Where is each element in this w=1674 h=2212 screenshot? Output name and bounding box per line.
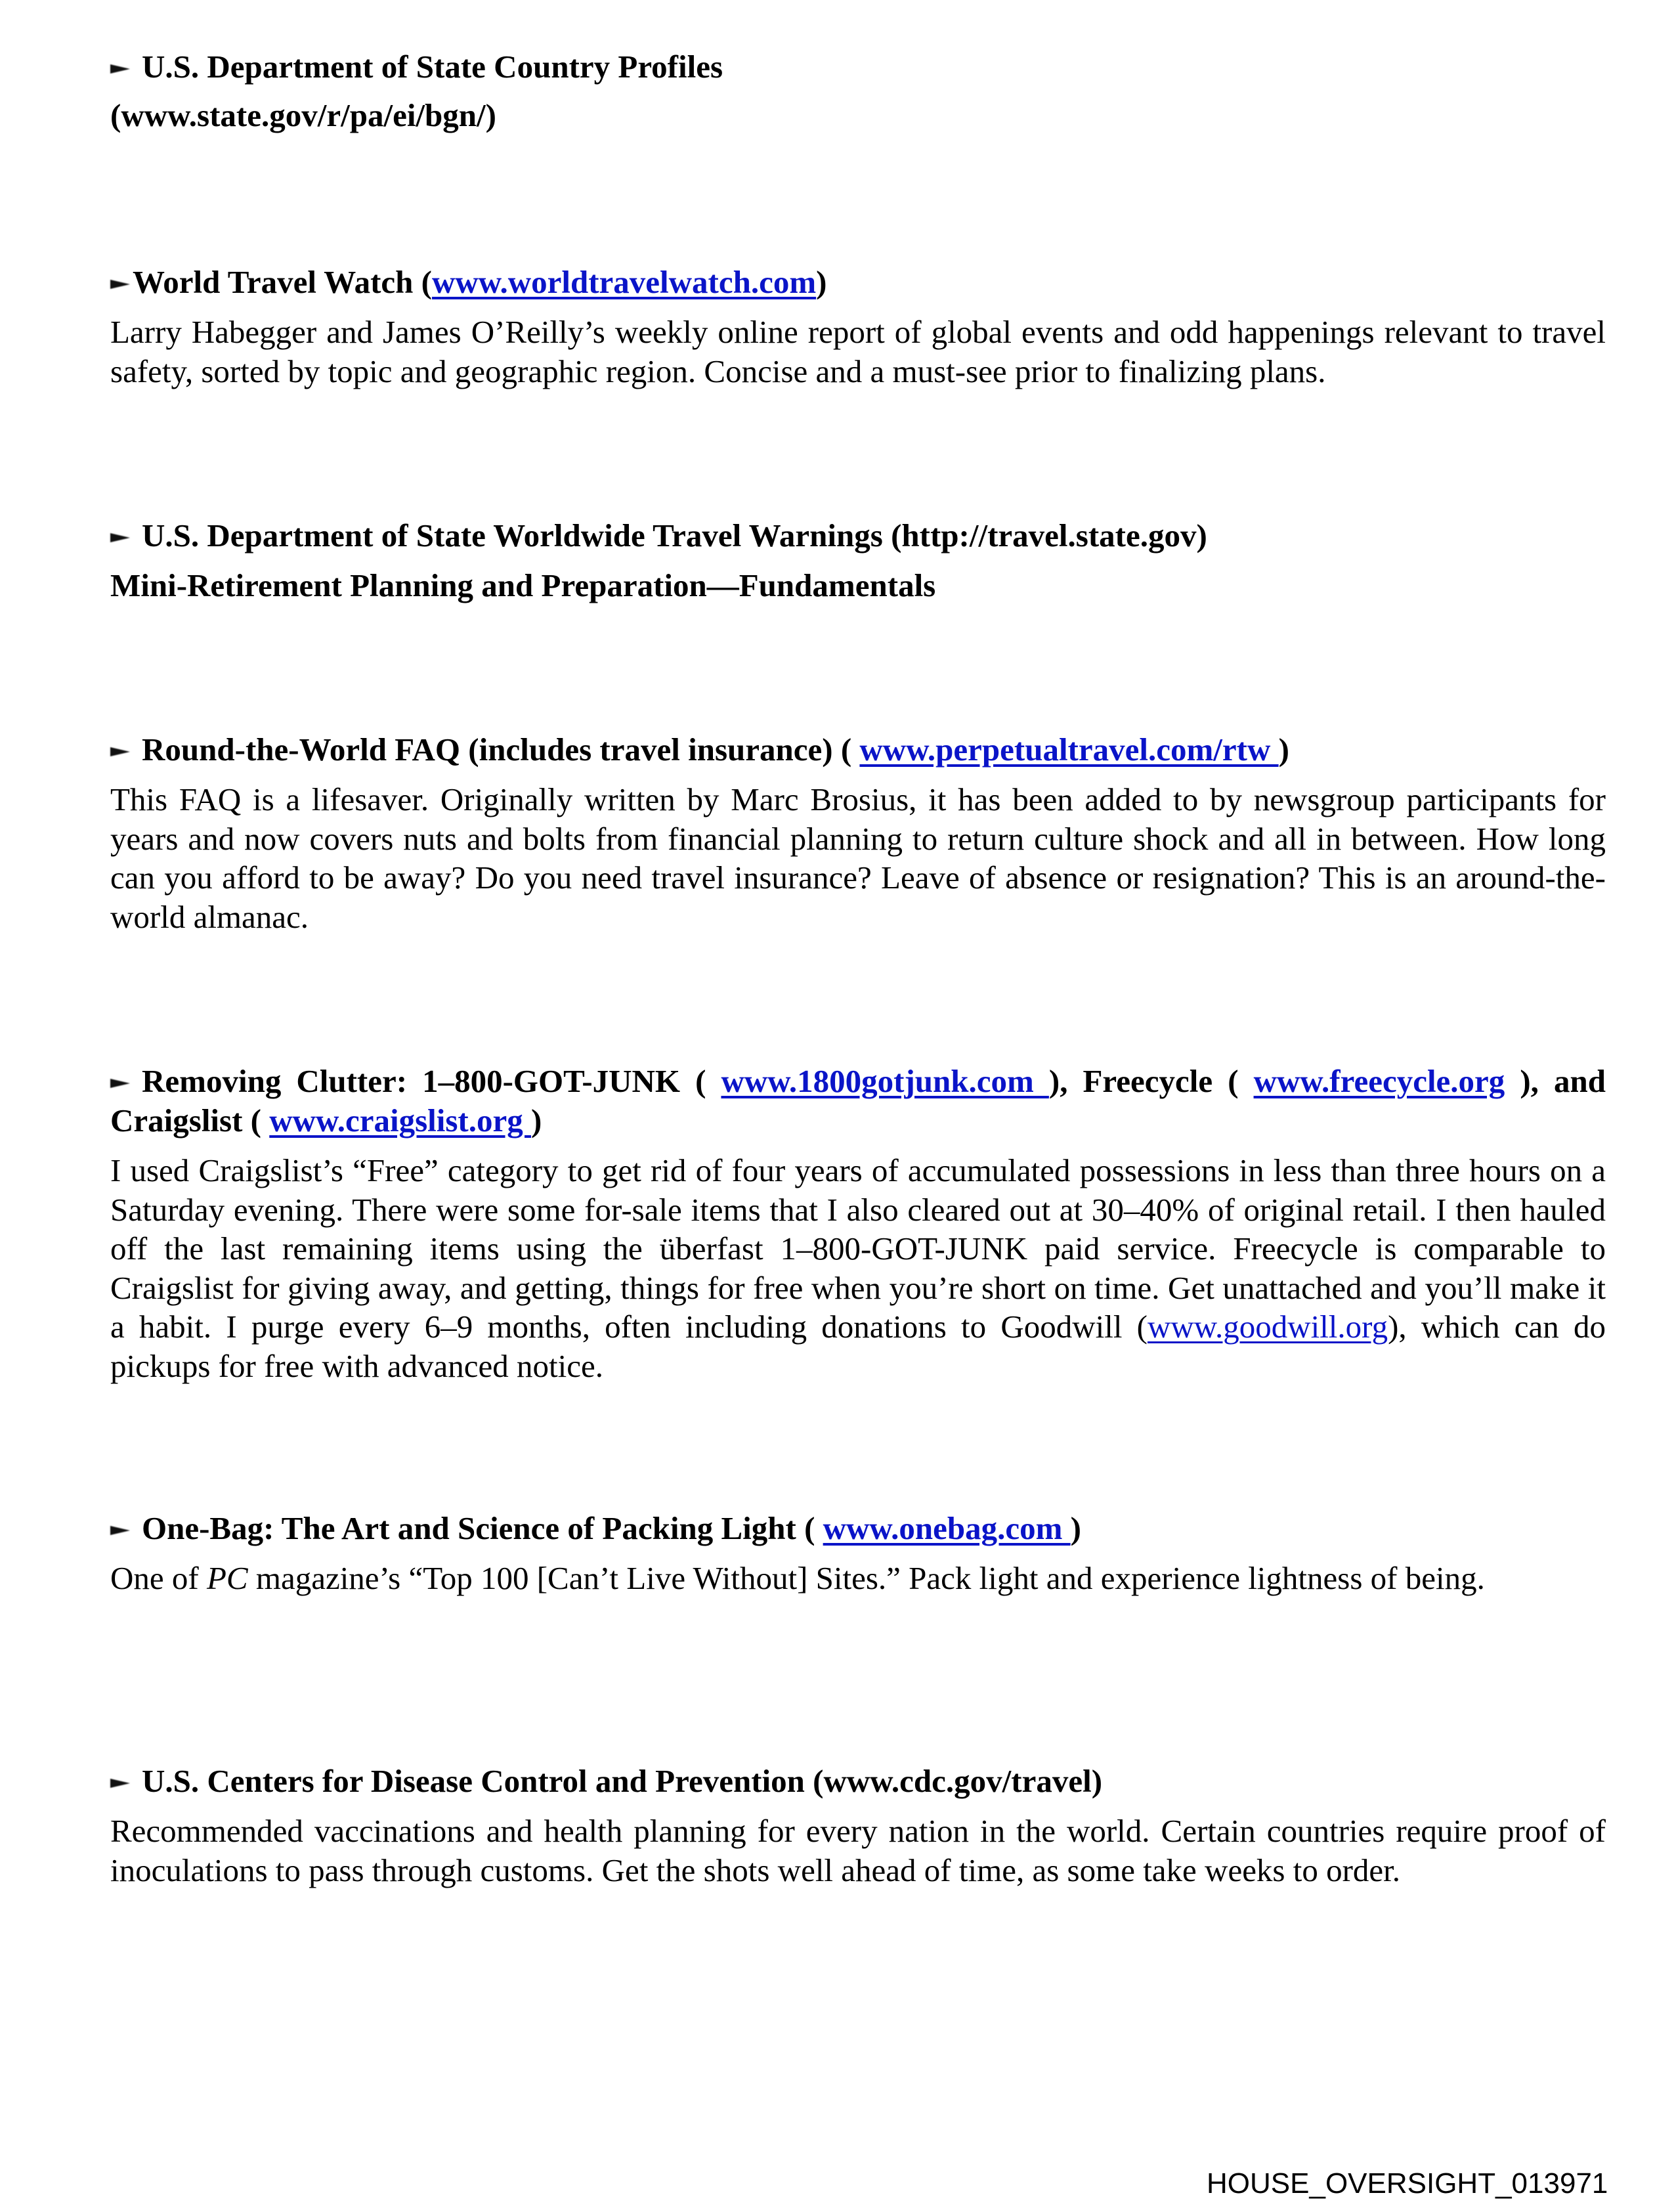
heading-text-end: ) (816, 264, 827, 300)
1800gotjunk-link[interactable]: www.1800gotjunk.com (721, 1063, 1049, 1099)
resource-heading (110, 1762, 1606, 1801)
worldtravelwatch-link[interactable]: www.worldtravelwatch.com (431, 264, 817, 300)
heading-text-end: ) (1278, 731, 1289, 768)
resource-description: Recommended vaccinations and health planning for every nation in the world. Certain countries require proof of inoculations to pass through customs. Get the shots well ahead of time, as some take weeks to order. (110, 1813, 1606, 1888)
arrow-right-icon (110, 1079, 130, 1088)
resource-round-the-world-faq (110, 730, 1606, 936)
onebag-link[interactable]: www.onebag.com (823, 1510, 1071, 1546)
arrow-right-icon (110, 533, 130, 542)
heading-text: U.S. Department of State Country Profiles (142, 49, 723, 85)
resource-description (110, 1151, 1606, 1385)
section-subheading: Mini-Retirement Planning and Preparation—Fundamentals (110, 567, 936, 603)
description-text: ), which can do pickups for free with advanced notice. (110, 1309, 1606, 1384)
magazine-name: PC (206, 1560, 248, 1596)
heading-text-end: ) (531, 1102, 542, 1139)
resource-state-country-profiles (110, 47, 1606, 135)
arrow-right-icon (110, 1779, 130, 1788)
resource-url: (www.state.gov/r/pa/ei/bgn/) (110, 97, 496, 133)
resource-heading (110, 1509, 1606, 1548)
resource-removing-clutter (110, 1062, 1606, 1385)
perpetualtravel-link[interactable]: www.perpetualtravel.com/rtw (859, 731, 1279, 768)
resource-heading (110, 263, 1606, 302)
arrow-right-icon (110, 1526, 130, 1535)
heading-text-end: ) (1070, 1510, 1081, 1546)
heading-text: U.S. Centers for Disease Control and Prevention (www.cdc.gov/travel) (142, 1763, 1103, 1799)
heading-text: U.S. Department of State Worldwide Travel Warnings (http://travel.state.gov) (142, 517, 1207, 553)
resource-state-travel-warnings (110, 516, 1606, 605)
resource-heading (110, 47, 1606, 87)
craigslist-link[interactable]: www.craigslist.org (269, 1102, 531, 1139)
description-text: I used Craigslist’s “Free” category to get rid of four years of accumulated possessions in less than three hours on a Saturday evening. There were some for-sale items that I also cleared out at 30–40% of original retail. I then hauled off the last remaining items using the überfast 1–800-GOT-JUNK paid service. Freecycle is comparable to Craigslist for giving away, and getting, things for free when you’re short on time. Get unattached and you’ll make it a habit. I purge every 6–9 months, often including donations to Goodwill ( (110, 1152, 1606, 1345)
heading-text: ), Freecycle ( (1048, 1063, 1254, 1099)
resource-cdc (110, 1762, 1606, 1890)
resource-heading (110, 516, 1606, 555)
description-text: One of (110, 1560, 207, 1596)
goodwill-link[interactable]: www.goodwill.org (1147, 1309, 1388, 1345)
description-text: magazine’s “Top 100 [Can’t Live Without] Sites.” Pack light and experience lightness of being. (247, 1560, 1485, 1596)
arrow-right-icon (110, 280, 130, 289)
resource-heading (110, 730, 1606, 770)
resource-description: This FAQ is a lifesaver. Originally written by Marc Brosius, it has been added to by newsgroup participants for years and now covers nuts and bolts from financial planning to return culture shock and all in between. How long can you afford to be away? Do you need travel insurance? Leave of absence or resignation? This is an around-the-world almanac. (110, 781, 1606, 935)
resource-description: Larry Habegger and James O’Reilly’s weekly online report of global events and odd happenings relevant to travel safety, sorted by topic and geographic region. Concise and a must-see prior to finalizing plans. (110, 314, 1606, 389)
heading-text: One-Bag: The Art and Science of Packing Light ( (142, 1510, 823, 1546)
heading-text: World Travel Watch ( (133, 264, 432, 300)
resource-heading (110, 1062, 1606, 1140)
freecycle-link[interactable]: www.freecycle.org (1253, 1063, 1505, 1099)
heading-text: ), and Craigslist ( (110, 1063, 1606, 1139)
heading-text: Round-the-World FAQ (includes travel insurance) ( (142, 731, 860, 768)
resource-world-travel-watch (110, 263, 1606, 391)
bates-number: HOUSE_OVERSIGHT_013971 (1207, 2167, 1608, 2200)
arrow-right-icon (110, 747, 130, 756)
heading-text: Removing Clutter: 1–800-GOT-JUNK ( (142, 1063, 721, 1099)
arrow-right-icon (110, 64, 130, 74)
resource-description (110, 1559, 1606, 1598)
resource-onebag (110, 1509, 1606, 1598)
